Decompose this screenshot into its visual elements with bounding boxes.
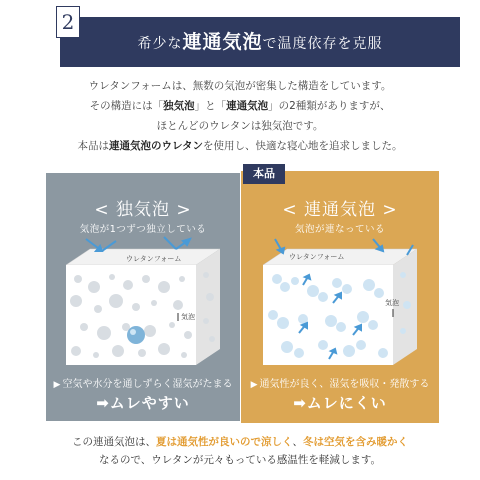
closed-cell-result: ➡ムレやすい: [96, 394, 190, 412]
open-cell-result: ➡ムレにくい: [293, 394, 387, 412]
open-cell-subtitle: 気泡が連なっている: [294, 224, 385, 235]
outro-line-1: [0, 433, 480, 451]
outro-winter: 冬は空気を含み暖かく: [303, 436, 408, 448]
intro-text: [0, 76, 480, 156]
intro-line-3: ほとんどのウレタンは独気泡です。: [156, 120, 324, 132]
closed-cell-panel: [46, 173, 240, 421]
closed-cell-bubble-label: 気泡: [181, 313, 195, 321]
intro-line-1: ウレタンフォームは、無数の気泡が密集した構造をしています。: [88, 80, 392, 92]
closed-cell-cube-illustration: [46, 235, 240, 375]
product-tag: 本品: [243, 164, 285, 184]
closed-cell-cube-label: ウレタンフォーム: [126, 255, 182, 263]
outro-summer: 夏は通気性が良いので涼しく: [156, 436, 293, 448]
closed-cell-note-text: 空気や水分を通しずらく湿気がたまる: [62, 379, 233, 390]
closed-cell-title: < 独気泡 >: [94, 200, 192, 220]
triangle-bullet-icon: ▶: [250, 380, 258, 390]
closed-cell-note: [46, 375, 240, 390]
intro-line-2a: その構造には「: [89, 100, 164, 112]
intro-line-2: [0, 96, 480, 116]
outro-line-2: なるので、ウレタンが元々もっている感温性を軽減します。: [98, 454, 382, 466]
product-highlight-frame: [241, 171, 439, 423]
open-cell-note-text: 通気性が良く、湿気を吸収・発散する: [259, 379, 430, 390]
header-title: [60, 17, 460, 67]
intro-line-2e: 」の2種類がありますが、: [268, 100, 391, 112]
outro-a: この連通気泡は、: [72, 436, 156, 448]
outro-text: [0, 433, 480, 469]
header-banner: [60, 17, 460, 67]
open-cell-title: < 連通気泡 >: [282, 200, 398, 220]
highlight-bubble-icon: [127, 326, 145, 344]
title-prefix: 希少な: [137, 36, 183, 52]
title-suffix: で温度依存を克服: [262, 36, 383, 52]
intro-line-2b: 独気泡: [163, 100, 195, 112]
intro-line-2d: 連通気泡: [226, 100, 269, 112]
open-cell-bubble-label: 気泡: [385, 299, 399, 307]
intro-line-4a: 本品は: [77, 140, 109, 152]
open-cell-cube-label: ウレタンフォーム: [289, 253, 345, 261]
intro-line-2c: 」と「: [194, 100, 227, 112]
intro-line-4c: を使用し、快適な寝心地を追求しました。: [203, 140, 403, 152]
triangle-bullet-icon: ▶: [53, 380, 61, 390]
intro-line-4: [0, 136, 480, 156]
outro-c: 、: [292, 436, 303, 448]
section-number: 2: [56, 6, 80, 38]
closed-cell-subtitle: 気泡が1つずつ独立している: [79, 224, 207, 235]
title-emphasis: 連通気泡: [182, 31, 263, 53]
intro-line-4b: 連通気泡のウレタン: [108, 140, 204, 152]
